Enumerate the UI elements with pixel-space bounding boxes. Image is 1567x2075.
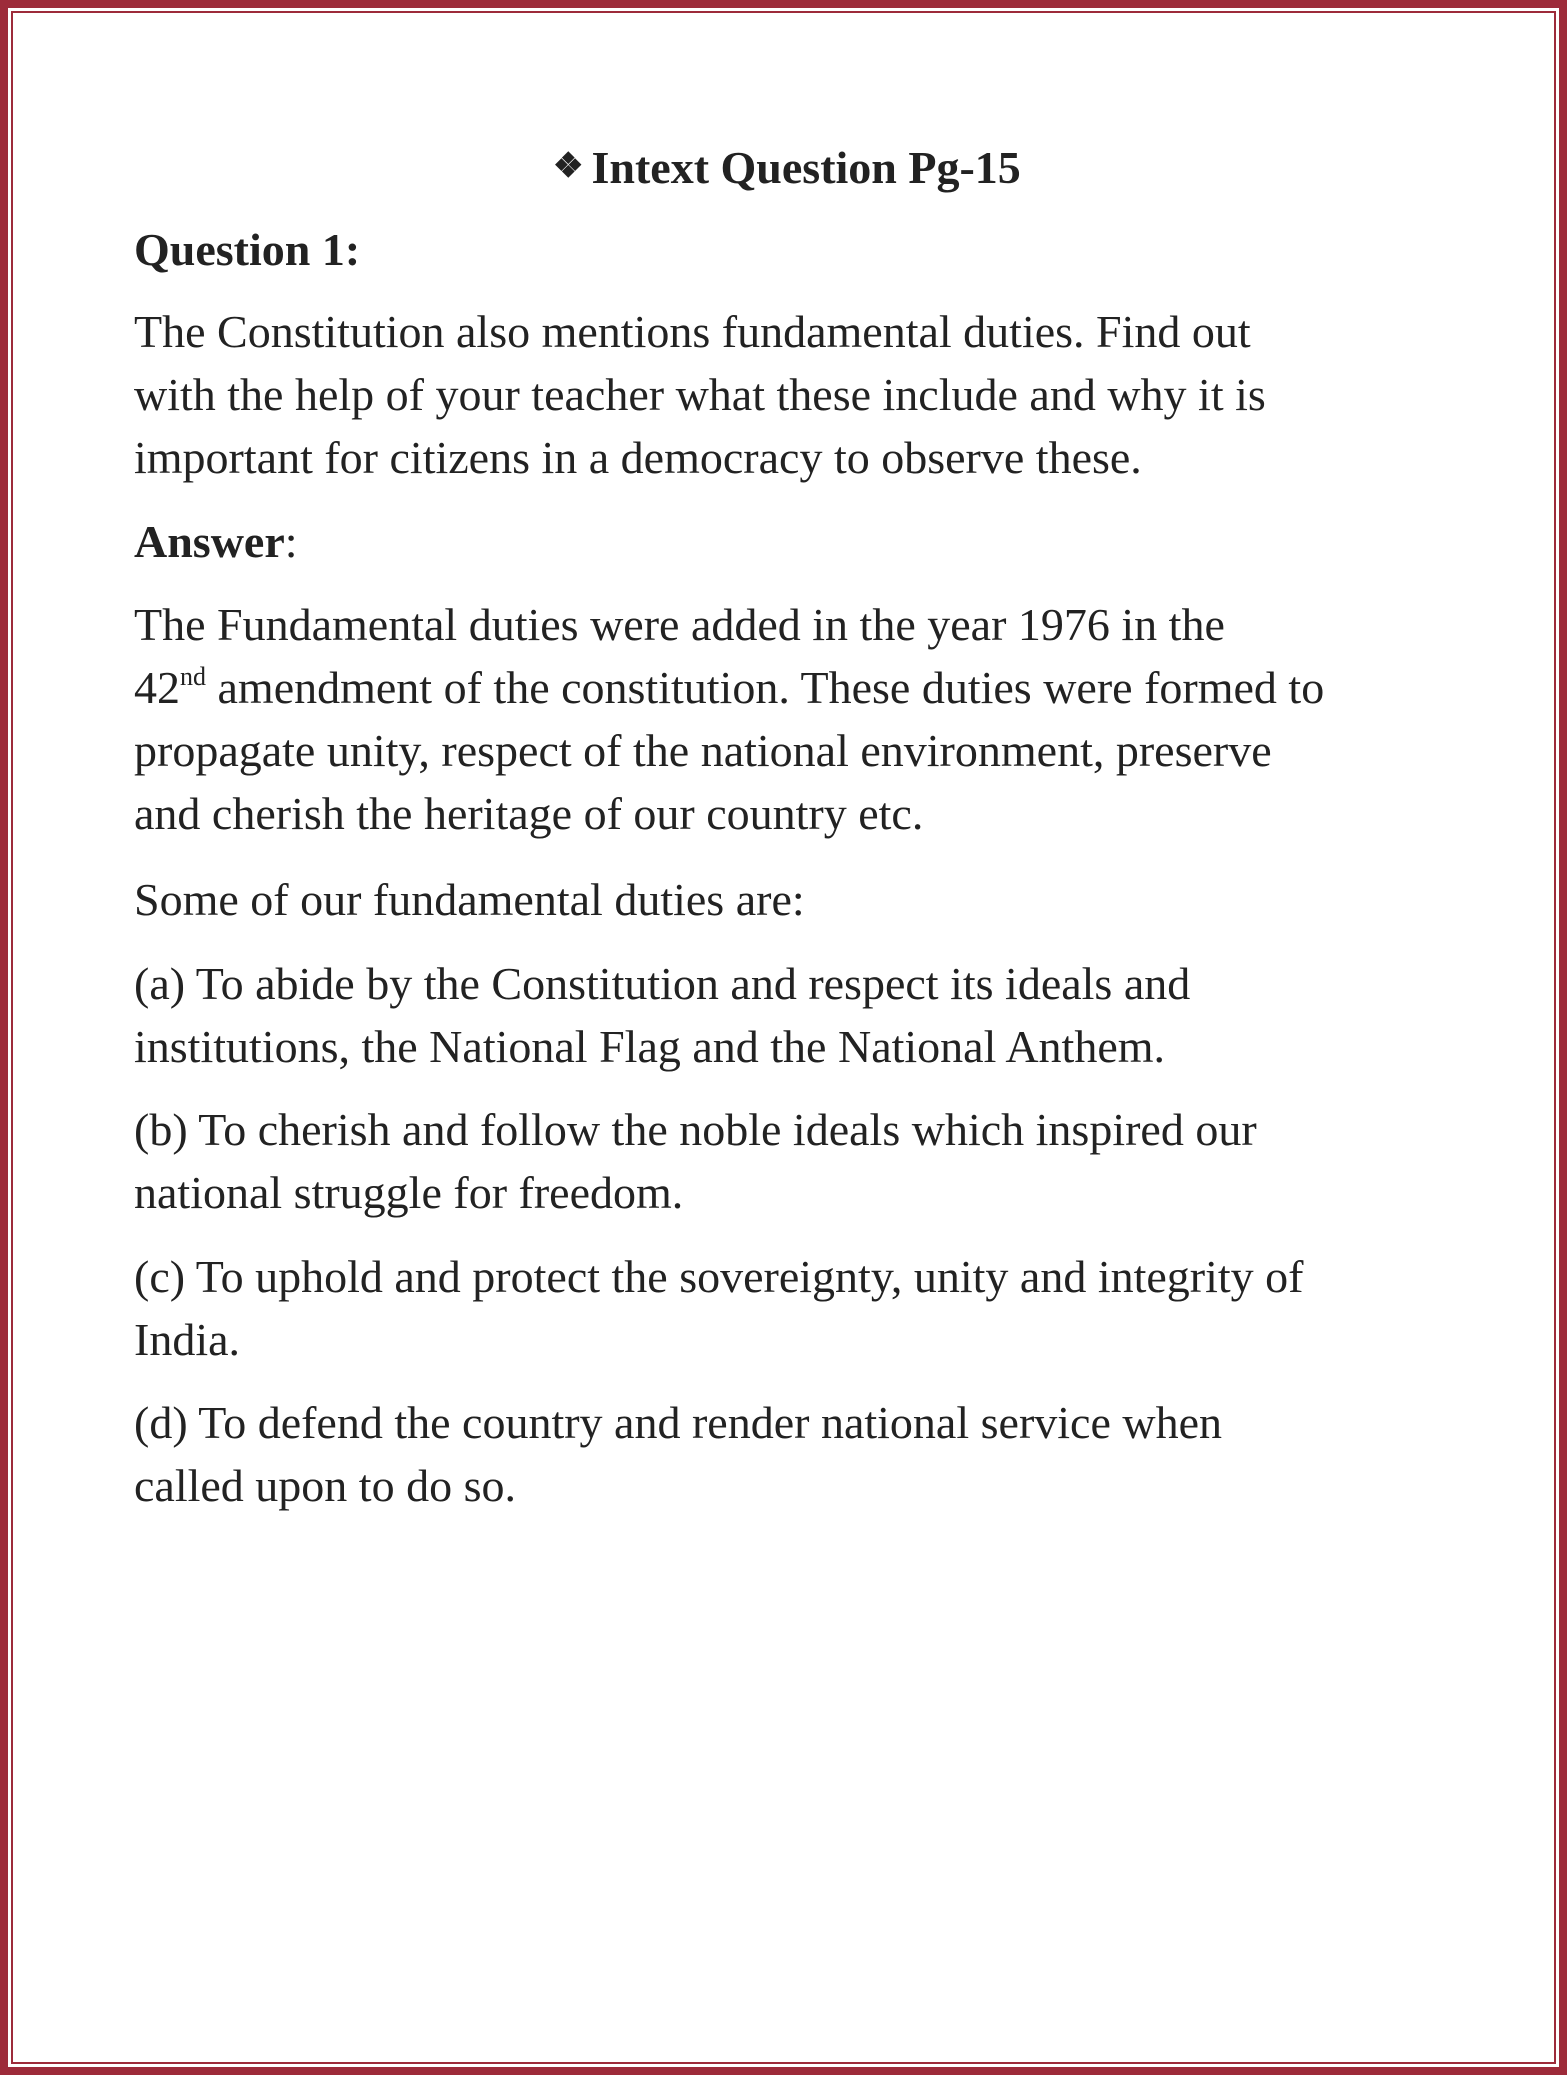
- duty-line: India.: [134, 1314, 241, 1365]
- answer-paragraph: [134, 593, 1324, 845]
- duty-item-c: [134, 1245, 1304, 1371]
- question-text: [134, 300, 1266, 489]
- question-label: Question 1:: [134, 224, 361, 275]
- four-diamonds-icon: ❖: [553, 148, 584, 185]
- duty-line: (a) To abide by the Constitution and respect its ideals and: [134, 958, 1191, 1009]
- duty-line: national struggle for freedom.: [134, 1167, 684, 1218]
- answer-colon: :: [284, 516, 298, 567]
- question-line: The Constitution also mentions fundamental duties. Find out: [134, 306, 1251, 357]
- duties-intro: Some of our fundamental duties are:: [134, 874, 805, 925]
- duty-line: called upon to do so.: [134, 1460, 516, 1511]
- section-heading: [553, 135, 1021, 199]
- duty-line: (c) To uphold and protect the sovereignty, unity and integrity of: [134, 1251, 1304, 1302]
- answer-line: [134, 656, 1324, 719]
- answer-label: [134, 510, 298, 573]
- duty-item-a: [134, 952, 1190, 1078]
- duty-line: (b) To cherish and follow the noble ideals which inspired our: [134, 1104, 1257, 1155]
- duty-item-d: [134, 1391, 1222, 1517]
- answer-label-text: Answer: [134, 516, 285, 567]
- answer-line-rest: amendment of the constitution. These duties were formed to: [206, 662, 1325, 713]
- answer-line: propagate unity, respect of the national environment, preserve: [134, 725, 1272, 776]
- ordinal-suffix: nd: [180, 662, 206, 691]
- duty-line: institutions, the National Flag and the National Anthem.: [134, 1021, 1166, 1072]
- answer-line: The Fundamental duties were added in the year 1976 in the: [134, 599, 1225, 650]
- answer-line: and cherish the heritage of our country etc.: [134, 788, 924, 839]
- question-line: with the help of your teacher what these include and why it is: [134, 369, 1266, 420]
- heading-text: Intext Question Pg-15: [591, 142, 1021, 193]
- duty-item-b: [134, 1098, 1257, 1224]
- question-line: important for citizens in a democracy to observe these.: [134, 432, 1142, 483]
- amendment-number: 42: [134, 662, 180, 713]
- duty-line: (d) To defend the country and render national service when: [134, 1397, 1223, 1448]
